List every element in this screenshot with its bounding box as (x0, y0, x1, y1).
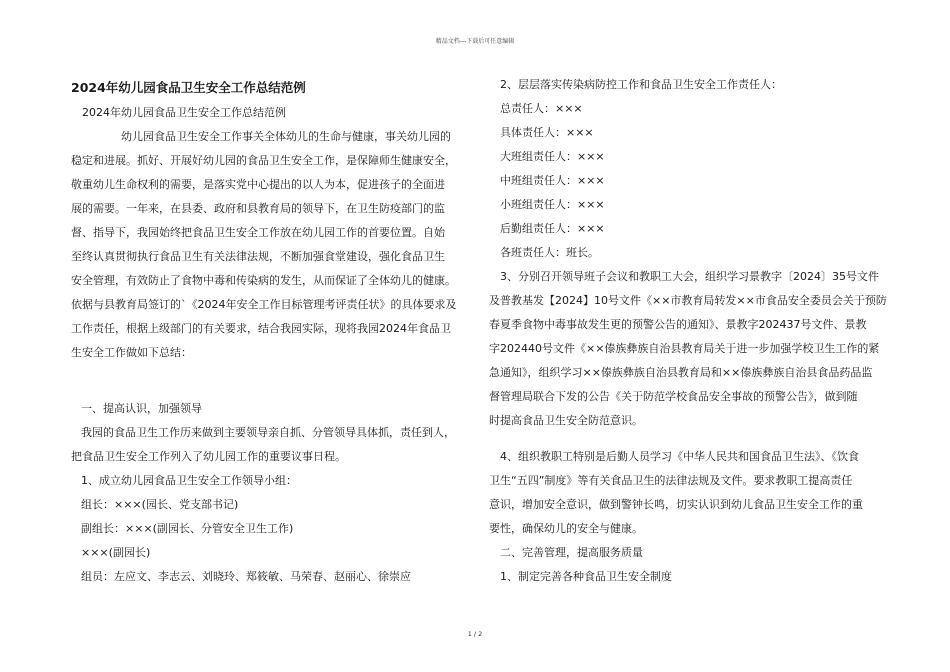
list-item: 总责任人：××× (500, 102, 583, 115)
list-item: 具体责任人：××× (500, 126, 594, 139)
paragraph-line: 卫生“五四”制度》等有关食品卫生的法律法规及文件。要求教职工提高责任 (489, 474, 853, 487)
list-item: 各班责任人：班长。 (500, 246, 599, 259)
subtitle: 2024年幼儿园食品卫生安全工作总结范例 (82, 106, 286, 119)
list-item: 1、成立幼儿园食品卫生安全工作领导小组： (81, 474, 297, 487)
left-column (71, 0, 471, 672)
paragraph-line: 春夏季食物中毒事故发生更的预警公告的通知》、景教字202437号文件、景教 (489, 318, 867, 331)
paragraph-line: 至终认真贯彻执行食品卫生有关法律法规，不断加强食堂建设，强化食品卫生 (71, 250, 445, 263)
paragraph-line: 督管理局联合下发的公告《关于防范学校食品安全事故的预警公告》，做到随 (489, 390, 858, 403)
list-item: 小班组责任人：××× (500, 198, 605, 211)
document-title: 2024年幼儿园食品卫生安全工作总结范例 (71, 80, 306, 95)
paragraph-line: 生安全工作做如下总结： (71, 346, 192, 359)
section-heading: 二、完善管理，提高服务质量 (500, 546, 643, 559)
section-heading: 一、提高认识，加强领导 (81, 402, 202, 415)
page-number: 1 / 2 (467, 630, 483, 638)
paragraph-line: 意识，增加安全意识，做到警钟长鸣，切实认识到幼儿食品卫生安全工作的重 (489, 498, 863, 511)
paragraph-line: 我园的食品卫生工作历来做到主要领导亲自抓、分管领导具体抓，责任到人， (81, 426, 455, 439)
list-item: ×××(副园长) (81, 546, 151, 559)
right-column (489, 0, 892, 672)
paragraph-line: 及普教基发【2024】10号文件《××市教育局转发××市食品安全委员会关于预防 (489, 294, 887, 307)
paragraph-line: 急通知》，组织学习××傣族彝族自治县教育局和××傣族彝族自治县食品药品监 (489, 366, 873, 379)
paragraph-line: 字202440号文件《××傣族彝族自治县教育局关于进一步加强学校卫生工作的紧 (489, 342, 880, 355)
list-item: 组员：左应文、李志云、刘晓玲、郑筱敏、马荣春、赵丽心、徐崇应 (81, 570, 411, 583)
paragraph-line: 工作责任，根据上级部门的有关要求，结合我园实际，现将我园2024年食品卫 (71, 322, 451, 335)
paragraph-line: 幼儿园食品卫生安全工作事关全体幼儿的生命与健康，事关幼儿园的 (121, 130, 451, 143)
page-header: 精品文档---下载后可任意编辑 (435, 38, 515, 45)
list-item: 中班组责任人：××× (500, 174, 605, 187)
paragraph-line: 4、组织教职工特别是后勤人员学习《中华人民共和国食品卫生法》、《饮食 (500, 450, 859, 463)
list-item: 大班组责任人：××× (500, 150, 605, 163)
list-item: 后勤组责任人：××× (500, 222, 605, 235)
paragraph-line: 督、指导下，我园始终把食品卫生安全工作放在幼儿园工作的首要位置。自始 (71, 226, 445, 239)
list-item: 1、制定完善各种食品卫生安全制度 (500, 570, 672, 583)
list-item: 2、层层落实传染病防控工作和食品卫生安全工作责任人： (500, 78, 782, 91)
list-item: 组长：×××(园长、党支部书记) (81, 498, 239, 511)
paragraph-line: 安全管理，有效防止了食物中毒和传染病的发生，从而保证了全体幼儿的健康。 (71, 274, 456, 287)
paragraph-line: 要性，确保幼儿的安全与健康。 (489, 522, 643, 535)
paragraph-line: 展的需要。一年来，在县委、政府和县教育局的领导下，在卫生防疫部门的监 (71, 202, 445, 215)
paragraph-line: 时提高食品卫生安全防范意识。 (489, 414, 643, 427)
paragraph-line: 稳定和进展。抓好、开展好幼儿园的食品卫生安全工作，是保障师生健康安全， (71, 154, 456, 167)
paragraph-line: 依据与县教育局签订的`《2024年安全工作目标管理考评责任状》的具体要求及 (71, 298, 457, 311)
paragraph-line: 敬重幼儿生命权利的需要，是落实党中心提出的以人为本，促进孩子的全面进 (71, 178, 445, 191)
paragraph-line: 3、分别召开领导班子会议和教职工大会，组织学习景教字〔2024〕35号文件 (500, 270, 879, 283)
paragraph-line: 把食品卫生安全工作列入了幼儿园工作的重要议事日程。 (71, 450, 346, 463)
list-item: 副组长：×××(副园长、分管安全卫生工作) (81, 522, 294, 535)
